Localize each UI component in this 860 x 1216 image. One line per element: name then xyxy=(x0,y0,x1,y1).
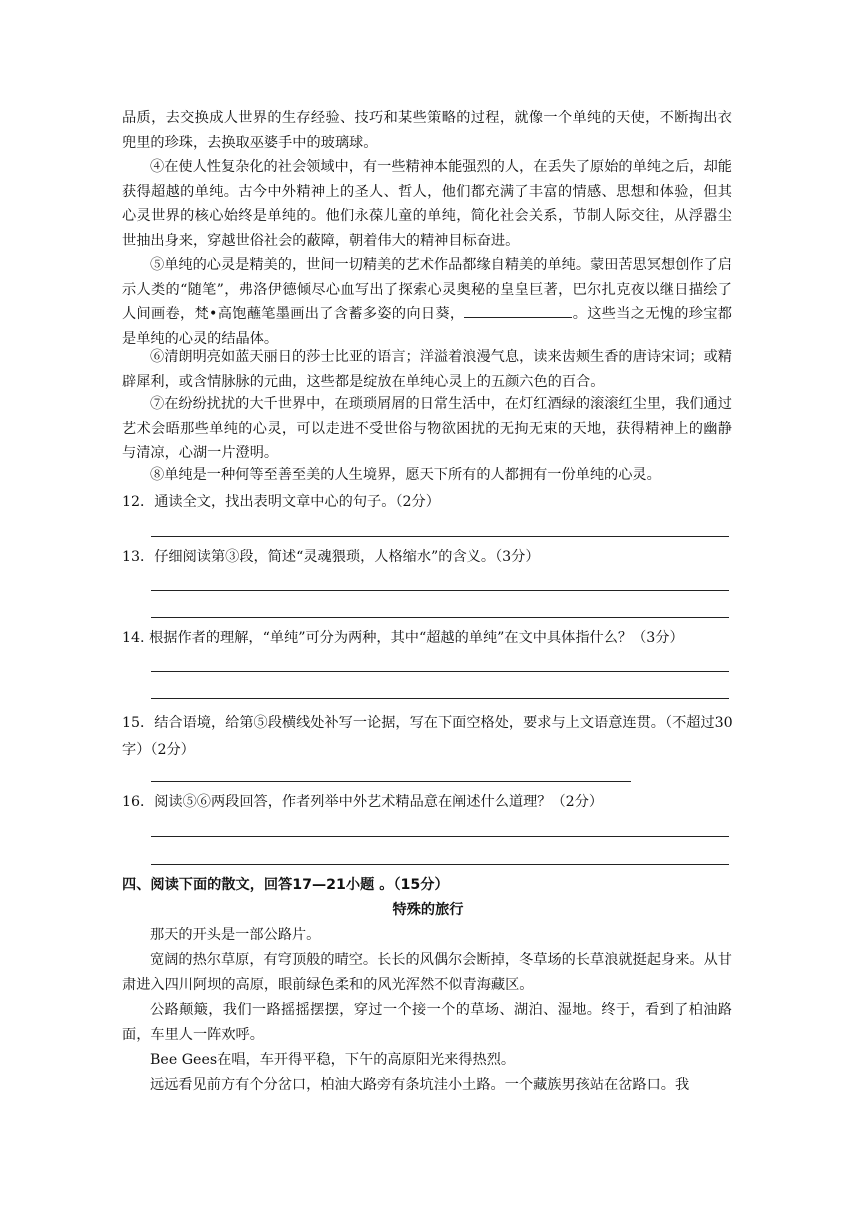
essay-paragraph-1: 那天的开头是一部公路片。 xyxy=(150,927,321,943)
answer-line-q13-2[interactable] xyxy=(151,617,729,618)
answer-line-q16-2[interactable] xyxy=(151,864,729,865)
passage-paragraph-3-continued: 品质，去交换成人世界的生存经验、技巧和某些策略的过程，就像一个单纯的天使，不断掏出衣兜里的珍珠，去换取巫婆手中的玻璃球。 xyxy=(122,110,732,151)
paragraph-5-fill-blank xyxy=(464,303,572,318)
question-13: 13．仔细阅读第③段，简述“灵魂猥琐，人格缩水”的含义。（3分） xyxy=(122,549,540,565)
answer-line-q14-1[interactable] xyxy=(151,671,729,672)
question-15: 15．结合语境，给第⑤段横线处补写一论据，写在下面空格处，要求与上文语意连贯。（不超过30字）（2分） xyxy=(122,715,733,758)
answer-line-q12[interactable] xyxy=(151,536,729,537)
passage-paragraph-8: ⑧单纯是一种何等至善至美的人生境界，愿天下所有的人都拥有一份单纯的心灵。 xyxy=(150,467,661,483)
answer-line-q16-1[interactable] xyxy=(151,836,729,837)
section-4-heading: 四、阅读下面的散文，回答17—21小题 。（15分） xyxy=(122,877,449,893)
answer-line-q14-2[interactable] xyxy=(151,698,729,699)
question-16: 16．阅读⑤⑥两段回答，作者列举中外艺术精品意在阐述什么道理？（2分） xyxy=(122,794,604,810)
paragraph-5-text-after-blank: 。这些当之无愧的珍宝都是单纯的心灵的结晶体。 xyxy=(122,306,732,347)
passage-paragraph-7: ⑦在纷纷扰扰的大千世界中，在琐琐屑屑的日常生活中，在灯红酒绿的滚滚红尘里，我们通过艺术会晤那些单纯的心灵，可以走进不受世俗与物欲困扰的无拘无束的天地，获得精神上的幽静与清凉，心湖一片澄明。 xyxy=(122,396,732,461)
question-14: 14. 根据作者的理解，“单纯”可分为两种，其中“超越的单纯”在文中具体指什么？（3分） xyxy=(122,630,684,646)
passage-paragraph-6: ⑥清朗明亮如蓝天丽日的莎士比亚的语言；洋溢着浪漫气息，读来齿颊生香的唐诗宋词；或精辟犀利，或含情脉脉的元曲，这些都是绽放在单纯心灵上的五颜六色的百合。 xyxy=(122,349,732,390)
essay-paragraph-2: 宽阔的热尔草原，有穹顶般的晴空。长长的风偶尔会断掉，冬草场的长草浪就挺起身来。从甘肃进入四川阿坝的高原，眼前绿色柔和的风光浑然不似青海藏区。 xyxy=(122,952,732,993)
passage-paragraph-4: ④在使人性复杂化的社会领域中，有一些精神本能强烈的人，在丢失了原始的单纯之后，却能获得超越的单纯。古今中外精神上的圣人、哲人，他们都充满了丰富的情感、思想和体验，但其心灵世界的核心始终是单纯的。他们永葆儿童的单纯，简化社会关系，节制人际交往，从浮嚣尘世抽出身来，穿越世俗社会的蔽障，朝着伟大的精神目标奋进。 xyxy=(122,159,732,249)
essay-title: 特殊的旅行 xyxy=(392,902,464,918)
passage-paragraph-5 xyxy=(122,253,732,351)
essay-paragraph-4: Bee Gees在唱，车开得平稳，下午的高原阳光来得热烈。 xyxy=(150,1052,516,1068)
answer-line-q15[interactable] xyxy=(151,781,631,782)
essay-paragraph-3: 公路颠簸，我们一路摇摇摆摆，穿过一个接一个的草场、湖泊、湿地。终于，看到了柏油路面，车里人一阵欢呼。 xyxy=(122,1002,732,1043)
paragraph-5-text-before-blank: ⑤单纯的心灵是精美的，世间一切精美的艺术作品都缘自精美的单纯。蒙田苦思冥想创作了启示人类的“随笔”，弗洛伊德倾尽心血写出了探索心灵奥秘的皇皇巨著，巴尔扎克夜以继日描绘了人间画卷，梵•高饱蘸笔墨画出了含蓄多姿的向日葵， xyxy=(122,257,732,322)
answer-line-q13-1[interactable] xyxy=(151,590,729,591)
question-12: 12．通读全文，找出表明文章中心的句子。（2分） xyxy=(122,494,440,510)
essay-paragraph-5: 远远看见前方有个分岔口，柏油大路旁有条坑洼小土路。一个藏族男孩站在岔路口。我 xyxy=(150,1077,690,1093)
